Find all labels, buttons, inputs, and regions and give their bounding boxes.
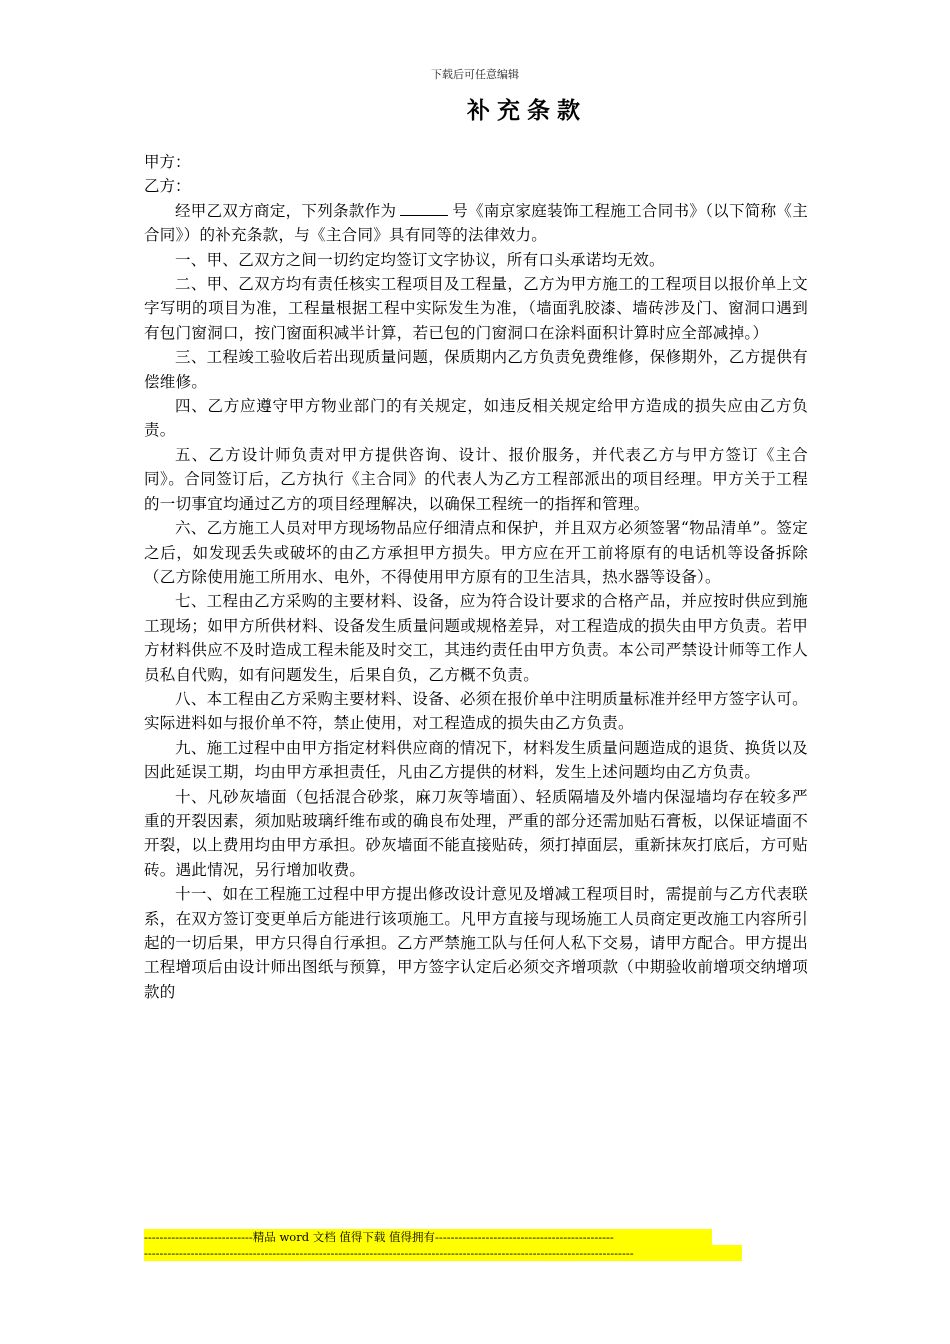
party-b-label: 乙方： [144,177,191,196]
clause-4: 四、乙方应遵守甲方物业部门的有关规定，如违反相关规定给甲方造成的损失应由乙方负责。 [144,397,808,440]
footer-dash-line: ------------------------------------------------------------------------------------------------------------------------------ [144,1245,742,1261]
clause-8: 八、本工程由乙方采购主要材料、设备、必须在报价单中注明质量标准并经甲方签字认可。实际进料如与报价单不符，禁止使用，对工程造成的损失由乙方负责。 [144,689,808,733]
page-footer [144,1229,742,1261]
document-title: 补充条款 [467,97,587,124]
contract-number-blank [400,201,448,216]
clause-10: 十、凡砂灰墙面（包括混合砂浆，麻刀灰等墙面）、轻质隔墙及外墙内保湿墙均存在较多严重的开裂因素，须加贴玻璃纤维布或的确良布处理，严重的部分还需加贴石膏板，以保证墙面不开裂，以上费用均由甲方承担。砂灰墙面不能直接贴砖，须打掉面层，重新抹灰打底后，方可贴砖。遇此情况，另行增加收费。 [144,787,808,879]
clause-7: 七、工程由乙方采购的主要材料、设备，应为符合设计要求的合格产品，并应按时供应到施工现场；如甲方所供材料、设备发生质量问题或规格差异，对工程造成的损失由甲方负责。若甲方材料供应不及时造成工程未能及时交工，其违约责任由甲方负责。本公司严禁设计师等工作人员私自代购，如有问题发生，后果自负，乙方概不负责。 [144,592,808,684]
clause-6: 六、乙方施工人员对甲方现场物品应仔细清点和保护，并且双方必须签署“物品清单”。签定之后，如发现丢失或破坏的由乙方承担甲方损失。甲方应在开工前将原有的电话机等设备拆除（乙方除使用施工所用水、电外，不得使用甲方原有的卫生洁具，热水器等设备）。 [144,519,808,586]
clause-1: 一、甲、乙双方之间一切约定均签订文字协议，所有口头承诺均无效。 [175,250,665,269]
intro-post-text: 号《南京家庭装饰工程施工合同书》（以下简称《主合同》）的补充条款，与《主合同》具有同等的法律效力。 [144,201,809,245]
party-a-label: 甲方： [144,153,191,171]
intro-pre-text: 经甲乙双方商定，下列条款作为 [175,201,397,220]
clause-9: 九、施工过程中由甲方指定材料供应商的情况下，材料发生质量问题造成的退货、换货以及因此延误工期，均由甲方承担责任，凡由乙方提供的材料，发生上述问题均由乙方负责。 [144,738,808,782]
document-body [144,150,808,1004]
intro-paragraph [144,199,808,248]
footer-banner-line: ----------------------------精品 word 文档 值得下载 值得拥有---------------------------------------------- [144,1229,712,1245]
clause-2: 二、甲、乙双方均有责任核实工程项目及工程量，乙方为甲方施工的工程项目以报价单上文字写明的项目为准，工程量根据工程中实际发生为准，（墙面乳胶漆、墙砖涉及门、窗洞口遇到有包门窗洞口，按门窗面积减半计算，若已包的门窗洞口在涂料面积计算时应全部减掉。） [144,275,808,342]
header-note: 下载后可任意编辑 [431,68,519,81]
clause-11: 十一、如在工程施工过程中甲方提出修改设计意见及增减工程项目时，需提前与乙方代表联系，在双方签订变更单后方能进行该项施工。凡甲方直接与现场施工人员商定更改施工内容所引起的一切后果，甲方只得自行承担。乙方严禁施工队与任何人私下交易，请甲方配合。甲方提出工程增项后由设计师出图纸与预算，甲方签字认定后必须交齐增项款（中期验收前增项交纳增项款的 [144,885,808,1001]
clause-5: 五、乙方设计师负责对甲方提供咨询、设计、报价服务，并代表乙方与甲方签订《主合同》。合同签订后，乙方执行《主合同》的代表人为乙方工程部派出的项目经理。甲方关于工程的一切事宜均通过乙方的项目经理解决，以确保工程统一的指挥和管理。 [144,445,808,513]
clause-3: 三、工程竣工验收后若出现质量问题，保质期内乙方负责免费维修，保修期外，乙方提供有偿维修。 [144,348,808,391]
